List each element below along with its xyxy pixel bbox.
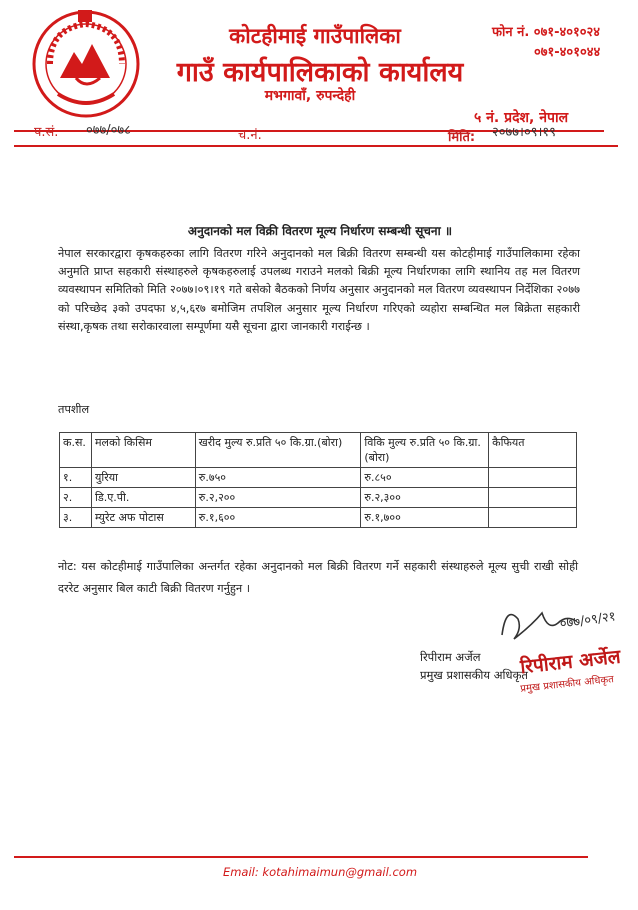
note-text: यस कोटहीमाई गाउँपालिका अन्तर्गत रहेका अनुदानको मल बिक्री वितरण गर्ने सहकारी संस्थाहरुले मूल्य सुची राखी सोही दररेट अनुसार बिल काटी बिक्री वितरण गर्नुहुन । (58, 560, 578, 595)
notice-subject: अनुदानको मल विक्री वितरण मूल्य निर्धारण सम्बन्धी सूचना ॥ (187, 224, 453, 238)
footer-email: Email: kotahimaimun@gmail.com (222, 865, 418, 879)
table-row (60, 468, 577, 488)
signatory-name: रिपीराम अर्जेल (420, 650, 481, 664)
header-divider-2 (14, 145, 618, 147)
phone-number-2: ०७१-४०१०४४ (534, 45, 601, 60)
office-address: मभगावाँ, रुपन्देही (264, 88, 356, 104)
details-heading: तपशील (58, 403, 90, 416)
cell-buy: रु.२,२०० (195, 488, 361, 508)
cell-type: डि.ए.पी. (91, 488, 195, 508)
province-label: ५ नं. प्रदेश, नेपाल (474, 110, 569, 126)
cell-buy: रु.१,६०० (195, 508, 361, 528)
note-label: नोट: (58, 560, 77, 573)
signature-date: ०७७/०९/२१ (558, 609, 617, 633)
cell-type: म्युरेट अफ पोटास (91, 508, 195, 528)
date-label: मिति: (448, 130, 476, 145)
stamp-title: प्रमुख प्रशासकीय अधिकृत (519, 674, 615, 695)
municipality-emblem (30, 8, 142, 120)
cell-sn: २. (60, 488, 92, 508)
stamp-name: रिपीराम अर्जेल (519, 645, 622, 679)
table-row (60, 508, 577, 528)
table-header-row (60, 433, 577, 468)
cell-type: युरिया (91, 468, 195, 488)
letter-number-label: प.सं. (34, 125, 59, 140)
cell-sn: १. (60, 468, 92, 488)
cell-remark (489, 488, 577, 508)
signatory-title: प्रमुख प्रशासकीय अधिकृत (420, 668, 528, 682)
office-name: गाउँ कार्यपालिकाको कार्यालय (176, 57, 464, 88)
cell-remark (489, 468, 577, 488)
fertilizer-price-table (59, 432, 577, 528)
col-header-sn: क.स. (60, 433, 92, 468)
cell-sn: ३. (60, 508, 92, 528)
table-row (60, 488, 577, 508)
cell-remark (489, 508, 577, 528)
col-header-type: मलको किसिम (91, 433, 195, 468)
cell-buy: रु.७५० (195, 468, 361, 488)
letter-number-value: ०७७/०७८ (86, 123, 131, 138)
phone-number-1: फोन नं. ०७१-४०१०२४ (492, 25, 601, 40)
col-header-buy-price: खरीद मुल्य रु.प्रति ५० कि.ग्रा.(बोरा) (195, 433, 361, 468)
notice-body: नेपाल सरकारद्वारा कृषकहरुका लागि वितरण गरिने अनुदानको मल बिक्री वितरण सम्बन्धी यस कोटहीमाई गाउँपालिकामा रहेका अनुमति प्राप्त सहकारी संस्थाहरुले कृषकहरुलाई उपलब्ध गराउने मलको बिक्री मूल्य निर्धारणका लागि स्थानिय तह मल वितरण व्यवस्थापन समितिको मिति २०७७।०९।१९ गते बसेको बैठकको निर्णय अनुसार अनुदानको मल वितरण व्यवस्थापन निर्देशिका २०७७ को परिच्छेद ३को उपदफा ४,५,६र७ बमोजिम तपशिल अनुसार मूल्य निर्धारण गरिएको व्यहोरा सम्बन्धित मल बिक्रेता सहकारी संस्था,कृषक तथा सरोकारवाला सम्पूर्णमा यसै सूचना द्वारा जानकारी गराईन्छ । (58, 247, 580, 333)
cell-sell: रु.२,३०० (361, 488, 489, 508)
col-header-sell-price: विकि मुल्य रु.प्रति ५० कि.ग्रा.(बोरा) (361, 433, 489, 468)
municipality-name: कोटहीमाई गाउँपालिका (229, 24, 401, 48)
cell-sell: रु.८५० (361, 468, 489, 488)
note-block (58, 556, 578, 600)
cell-sell: रु.१,७०० (361, 508, 489, 528)
footer-divider (14, 856, 588, 858)
date-value: २०७७।०९।१९ (492, 125, 556, 140)
col-header-remark: कैफियत (489, 433, 577, 468)
dispatch-number-label: च.नं. (238, 128, 262, 143)
